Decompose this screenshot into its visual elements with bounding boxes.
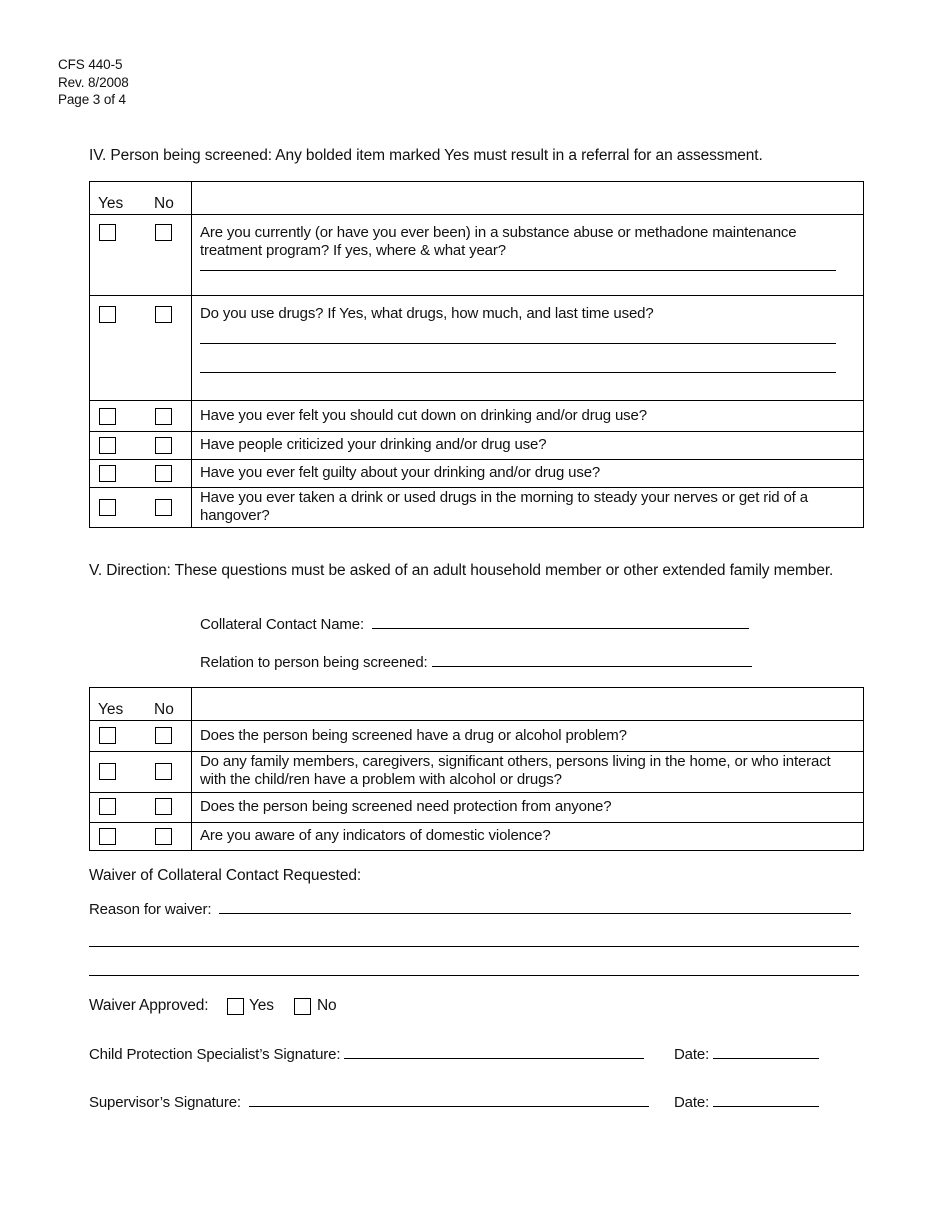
question-text: Have you ever felt you should cut down on drinking and/or drug use?	[200, 407, 647, 424]
waiver-no-checkbox[interactable]	[294, 998, 311, 1015]
question-header-cell	[192, 182, 864, 215]
col-yes-label: Yes	[98, 701, 124, 718]
answer-cell	[90, 401, 192, 432]
no-checkbox[interactable]	[155, 437, 172, 454]
question-text: Do any family members, caregivers, significant others, persons living in the home, or who interact with the child/ren have a problem with alcohol or drugs?	[200, 753, 831, 788]
waiver-yes-label: Yes	[249, 997, 274, 1014]
answer-cell	[90, 296, 192, 401]
yes-checkbox[interactable]	[99, 727, 116, 744]
yes-checkbox[interactable]	[99, 798, 116, 815]
question-text: Are you aware of any indicators of domestic violence?	[200, 827, 551, 844]
yes-checkbox[interactable]	[99, 224, 116, 241]
answer-cell	[90, 793, 192, 823]
answer-cell	[90, 721, 192, 752]
relation-input[interactable]	[432, 666, 752, 667]
no-checkbox[interactable]	[155, 763, 172, 780]
question-cell	[192, 488, 864, 528]
yes-checkbox[interactable]	[99, 828, 116, 845]
supervisor-date-input[interactable]	[713, 1106, 819, 1107]
col-yes-label: Yes	[98, 195, 124, 212]
collateral-contact-label: Collateral Contact Name:	[200, 616, 364, 633]
waiver-reason-line-3[interactable]	[89, 975, 859, 976]
waiver-reason-input[interactable]	[219, 913, 851, 914]
no-checkbox[interactable]	[155, 727, 172, 744]
question-cell	[192, 401, 864, 432]
question-cell	[192, 721, 864, 752]
supervisor-date-row	[674, 1094, 819, 1111]
question-cell	[192, 460, 864, 488]
question-text: Have you ever felt guilty about your drinking and/or drug use?	[200, 464, 601, 481]
question-cell	[192, 793, 864, 823]
section-iv-table	[89, 181, 864, 528]
collateral-contact-row	[200, 616, 749, 633]
cps-date-label: Date:	[674, 1046, 710, 1063]
question-cell	[192, 215, 864, 296]
relation-label: Relation to person being screened:	[200, 654, 428, 671]
question-cell	[192, 296, 864, 401]
waiver-approved-label: Waiver Approved:	[89, 997, 209, 1014]
supervisor-signature-input[interactable]	[249, 1106, 649, 1107]
question-text: Are you currently (or have you ever been) in a substance abuse or methadone maintenance treatment program? If yes, where & what year?	[200, 224, 797, 259]
no-checkbox[interactable]	[155, 499, 172, 516]
answer-line[interactable]	[200, 270, 836, 271]
yes-checkbox[interactable]	[99, 408, 116, 425]
cps-signature-input[interactable]	[344, 1058, 644, 1059]
answer-cell	[90, 823, 192, 851]
yes-no-header	[90, 688, 192, 721]
cps-signature-row	[89, 1046, 644, 1063]
no-checkbox[interactable]	[155, 828, 172, 845]
question-cell	[192, 432, 864, 460]
yes-checkbox[interactable]	[99, 499, 116, 516]
supervisor-date-label: Date:	[674, 1094, 710, 1111]
waiver-reason-line-2[interactable]	[89, 946, 859, 947]
supervisor-signature-label: Supervisor’s Signature:	[89, 1094, 241, 1111]
question-text: Have people criticized your drinking and/or drug use?	[200, 436, 547, 453]
question-text: Does the person being screened need protection from anyone?	[200, 798, 612, 815]
no-checkbox[interactable]	[155, 408, 172, 425]
form-id: CFS 440-5	[58, 57, 123, 72]
form-header	[58, 56, 129, 109]
answer-line[interactable]	[200, 372, 836, 373]
answer-cell	[90, 460, 192, 488]
cps-date-row	[674, 1046, 819, 1063]
answer-cell	[90, 488, 192, 528]
waiver-no-label: No	[317, 997, 337, 1014]
yes-checkbox[interactable]	[99, 437, 116, 454]
yes-checkbox[interactable]	[99, 306, 116, 323]
yes-checkbox[interactable]	[99, 465, 116, 482]
cps-signature-label: Child Protection Specialist’s Signature:	[89, 1046, 341, 1063]
answer-line[interactable]	[200, 343, 836, 344]
question-cell	[192, 752, 864, 793]
col-no-label: No	[154, 195, 174, 212]
supervisor-signature-row	[89, 1094, 649, 1111]
waiver-reason-label: Reason for waiver:	[89, 901, 212, 918]
waiver-approved-row	[89, 997, 208, 1015]
question-text: Do you use drugs? If Yes, what drugs, how much, and last time used?	[200, 305, 654, 322]
waiver-yes-checkbox[interactable]	[227, 998, 244, 1015]
section-v-title-wrap	[89, 561, 860, 581]
question-text: Does the person being screened have a drug or alcohol problem?	[200, 727, 627, 744]
relation-row	[200, 654, 752, 671]
yes-no-header	[90, 182, 192, 215]
no-checkbox[interactable]	[155, 465, 172, 482]
question-header-cell	[192, 688, 864, 721]
collateral-contact-input[interactable]	[372, 628, 749, 629]
waiver-reason-row	[89, 901, 851, 918]
section-v-table	[89, 687, 864, 851]
answer-cell	[90, 752, 192, 793]
waiver-requested-label: Waiver of Collateral Contact Requested:	[89, 867, 362, 884]
no-checkbox[interactable]	[155, 306, 172, 323]
question-text: Have you ever taken a drink or used drugs in the morning to steady your nerves or get rid of a hangover?	[200, 489, 808, 524]
answer-cell	[90, 432, 192, 460]
section-v-title: V. Direction: These questions must be asked of an adult household member or other extended family member.	[89, 562, 834, 579]
section-iv-title: IV. Person being screened: Any bolded item marked Yes must result in a referral for an assessment.	[89, 147, 763, 164]
form-revision: Rev. 8/2008	[58, 74, 129, 90]
answer-cell	[90, 215, 192, 296]
no-checkbox[interactable]	[155, 224, 172, 241]
page-number: Page 3 of 4	[58, 92, 126, 107]
col-no-label: No	[154, 701, 174, 718]
question-cell	[192, 823, 864, 851]
yes-checkbox[interactable]	[99, 763, 116, 780]
cps-date-input[interactable]	[713, 1058, 819, 1059]
no-checkbox[interactable]	[155, 798, 172, 815]
